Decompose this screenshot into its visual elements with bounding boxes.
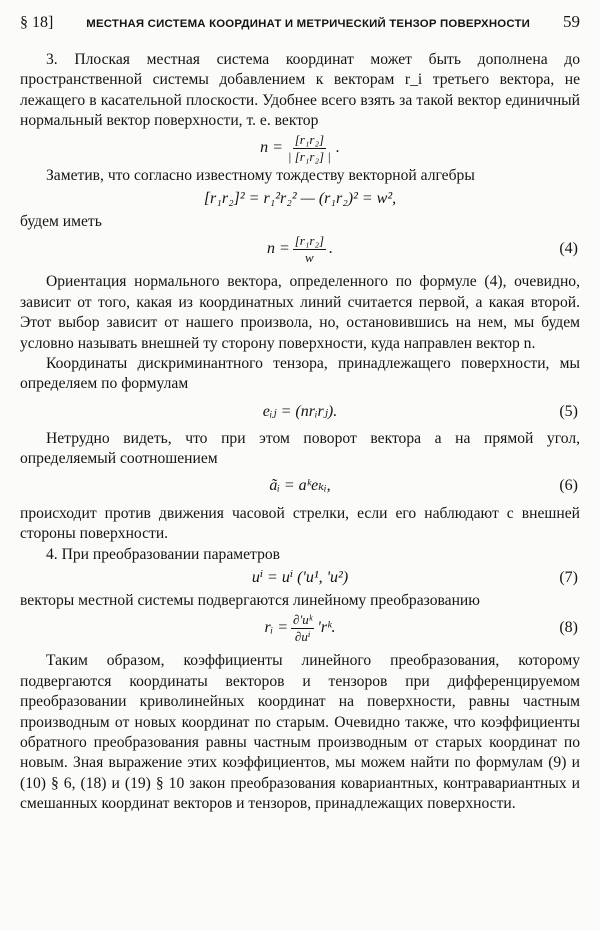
formula-identity	[20, 186, 580, 212]
fraction	[286, 133, 333, 164]
paragraph-10: Таким образом, коэффициенты линейного преобразования, которому подвергаются координаты векторов и тензоров при дифференцируемом преобразовании криволинейных координат на поверхности, равны частным производным от новых координат по старым. Очевидно также, что коэффициенты обратного преобразования равны частным производным от старых координат по новым. Зная выражение этих коэффициентов, мы можем найти по формулам (9) и (10) § 6, (18) и (19) § 10 закон преобразования ковариантных, контравариантных и смешанных координат векторов и тензоров, принадлежащих поверхности.	[20, 652, 580, 813]
numerator: ∂'uᵏ	[293, 611, 313, 627]
numerator: [r₁r₂]	[294, 132, 325, 148]
paragraph-7: происходит против движения часовой стрелки, если его наблюдают с внешней стороны поверхности.	[20, 504, 580, 543]
formula-6	[20, 470, 580, 504]
paragraph-8: 4. При преобразовании параметров	[46, 545, 281, 563]
running-header	[20, 12, 580, 34]
formula-text: ãᵢ = aᵏeₖᵢ,	[269, 477, 331, 495]
paragraph-3: будем иметь	[20, 213, 102, 231]
equation-number: (7)	[559, 568, 578, 586]
formula-lhs: rᵢ =	[264, 619, 289, 637]
formula-5	[20, 395, 580, 429]
formula-end: .	[335, 139, 340, 157]
paragraph-4: Ориентация нормального вектора, определенного по формуле (4), очевидно, зависит от того, какая из координатных линий считается первой, а какая второй. Этот выбор зависит от нашего произвола, но, остановившись на нем, мы будем условно называть внешней ту сторону поверхности, куда направлен вектор n.	[20, 273, 580, 352]
denominator: ∂uⁱ	[294, 628, 311, 644]
header-section: § 18]	[20, 14, 54, 31]
fraction	[291, 613, 314, 644]
page-number: 59	[563, 12, 580, 31]
paragraph-9: векторы местной системы подвергаются линейному преобразованию	[20, 591, 480, 609]
numerator: [r₁r₂]	[294, 232, 325, 248]
formula-end: .	[329, 240, 334, 258]
paragraph-5: Координаты дискриминантного тензора, принадлежащего поверхности, мы определяем по формулам	[20, 355, 580, 393]
equation-number: (6)	[559, 477, 578, 495]
equation-number: (8)	[559, 619, 578, 637]
formula-unit-normal	[20, 132, 580, 166]
denominator: | [r₁r₂] |	[287, 149, 331, 165]
formula-text: [r₁r₂]² = r₁²r₂² — (r₁r₂)² = w²,	[203, 189, 397, 207]
paragraph-6: Нетрудно видеть, что при этом поворот вектора a на прямой угол, определяемый соотношением	[20, 429, 580, 468]
formula-lhs: n =	[260, 139, 283, 157]
page-body	[20, 50, 580, 815]
formula-7	[20, 565, 580, 591]
fraction	[293, 234, 326, 265]
formula-text: uⁱ = uⁱ ('u¹, 'u²)	[251, 568, 349, 586]
paragraph-2: Заметив, что согласно известному тождеству векторной алгебры	[46, 166, 475, 184]
formula-end: 'rᵏ.	[317, 619, 336, 637]
header-title: МЕСТНАЯ СИСТЕМА КООРДИНАТ И МЕТРИЧЕСКИЙ ТЕНЗОР ПОВЕРХНОСТИ	[86, 18, 531, 30]
formula-8	[20, 611, 580, 645]
denominator: w	[305, 249, 314, 265]
formula-lhs: n =	[266, 240, 290, 258]
formula-4	[20, 232, 580, 266]
formula-text: eᵢⱼ = (nrᵢrⱼ).	[262, 402, 338, 420]
equation-number: (4)	[559, 240, 578, 258]
paragraph-1: 3. Плоская местная система координат может быть дополнена до пространственной системы добавлением к векторам r_i третьего вектора, не лежащего в касательной плоскости. Удобнее всего взять за такой вектор единичный нормальный вектор поверхности, т. е. вектор	[20, 51, 580, 130]
equation-number: (5)	[559, 402, 578, 420]
